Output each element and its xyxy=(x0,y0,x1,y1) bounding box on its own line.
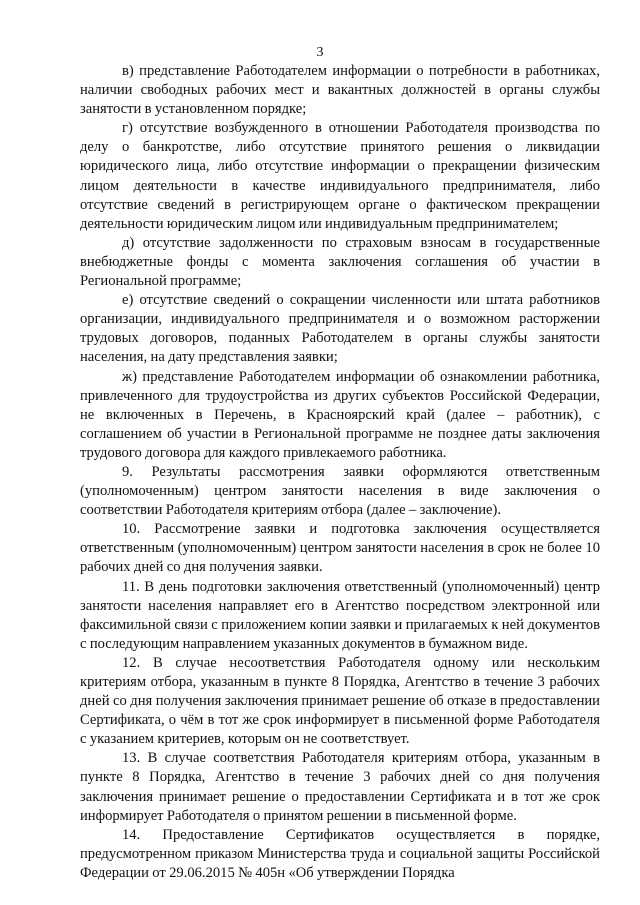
paragraph-clause-13: 13. В случае соответствия Работодателя критериям отбора, указанным в пункте 8 Порядка, Агентство в течение 3 рабочих дней со дня получения заключения принимает решение о предоставлении Сертификата и в тот же срок информирует Работодателя о принятом решении в письменной форме. xyxy=(80,750,600,824)
paragraph-item-g: г) отсутствие возбужденного в отношении Работодателя производства по делу о банкротстве, либо отсутствие принятого решения о ликвидации юридического лица, либо отсутствие информации о прекращении физическим лицом деятельности в качестве индивидуального предпринимателя, либо отсутствие сведений в регистрирующем органе о фактическом прекращении деятельности юридическим лицом или индивидуальным предпринимателем; xyxy=(80,120,600,232)
paragraph-clause-10: 10. Рассмотрение заявки и подготовка заключения осуществляется ответственным (уполномоченным) центром занятости населения в срок не более 10 рабочих дней со дня получения заявки. xyxy=(80,521,600,576)
paragraph-item-d: д) отсутствие задолженности по страховым взносам в государственные внебюджетные фонды с момента заключения соглашения об участии в Региональной программе; xyxy=(80,234,600,290)
document-body xyxy=(80,62,600,883)
paragraph-clause-14: 14. Предоставление Сертификатов осуществляется в порядке, предусмотренном приказом Министерства труда и социальной защиты Российской Федерации от 29.06.2015 № 405н «Об утверждении Порядка xyxy=(80,826,600,881)
paragraph-item-v: в) представление Работодателем информации о потребности в работниках, наличии свободных рабочих мест и вакантных должностей в органы службы занятости в установленном порядке; xyxy=(80,63,600,118)
paragraph-item-zh: ж) представление Работодателем информации об ознакомлении работника, привлеченного для трудоустройства из других субъектов Российской Федерации, не включенных в Перечень, в Красноярский край (далее – работник), с соглашением об участии в Региональной программе не позднее даты заключения трудового договора для каждого привлекаемого работника. xyxy=(80,368,600,461)
paragraph-clause-9: 9. Результаты рассмотрения заявки оформляются ответственным (уполномоченным) центром занятости населения в виде заключения о соответствии Работодателя критериям отбора (далее – заключение). xyxy=(80,463,600,519)
paragraph-clause-12: 12. В случае несоответствия Работодателя одному или нескольким критериям отбора, указанным в пункте 8 Порядка, Агентство в течение 3 рабочих дней со дня получения заключения принимает решение об отказе в предоставлении Сертификата, о чём в тот же срок информирует в письменной форме Работодателя с указанием критериев, которым он не соответствует. xyxy=(80,654,600,748)
paragraph-clause-11: 11. В день подготовки заключения ответственный (уполномоченный) центр занятости населения направляет его в Агентство посредством электронной или факсимильной связи с приложением копии заявки и прилагаемых к ней документов с последующим направлением указанных документов в бумажном виде. xyxy=(80,578,600,652)
page-number: 3 xyxy=(316,45,324,60)
paragraph-item-e: е) отсутствие сведений о сокращении численности или штата работников организации, индивидуального предпринимателя и о возможном расторжении трудовых договоров, поданных Работодателем в органы службы занятости населения, на дату представления заявки; xyxy=(80,292,600,366)
